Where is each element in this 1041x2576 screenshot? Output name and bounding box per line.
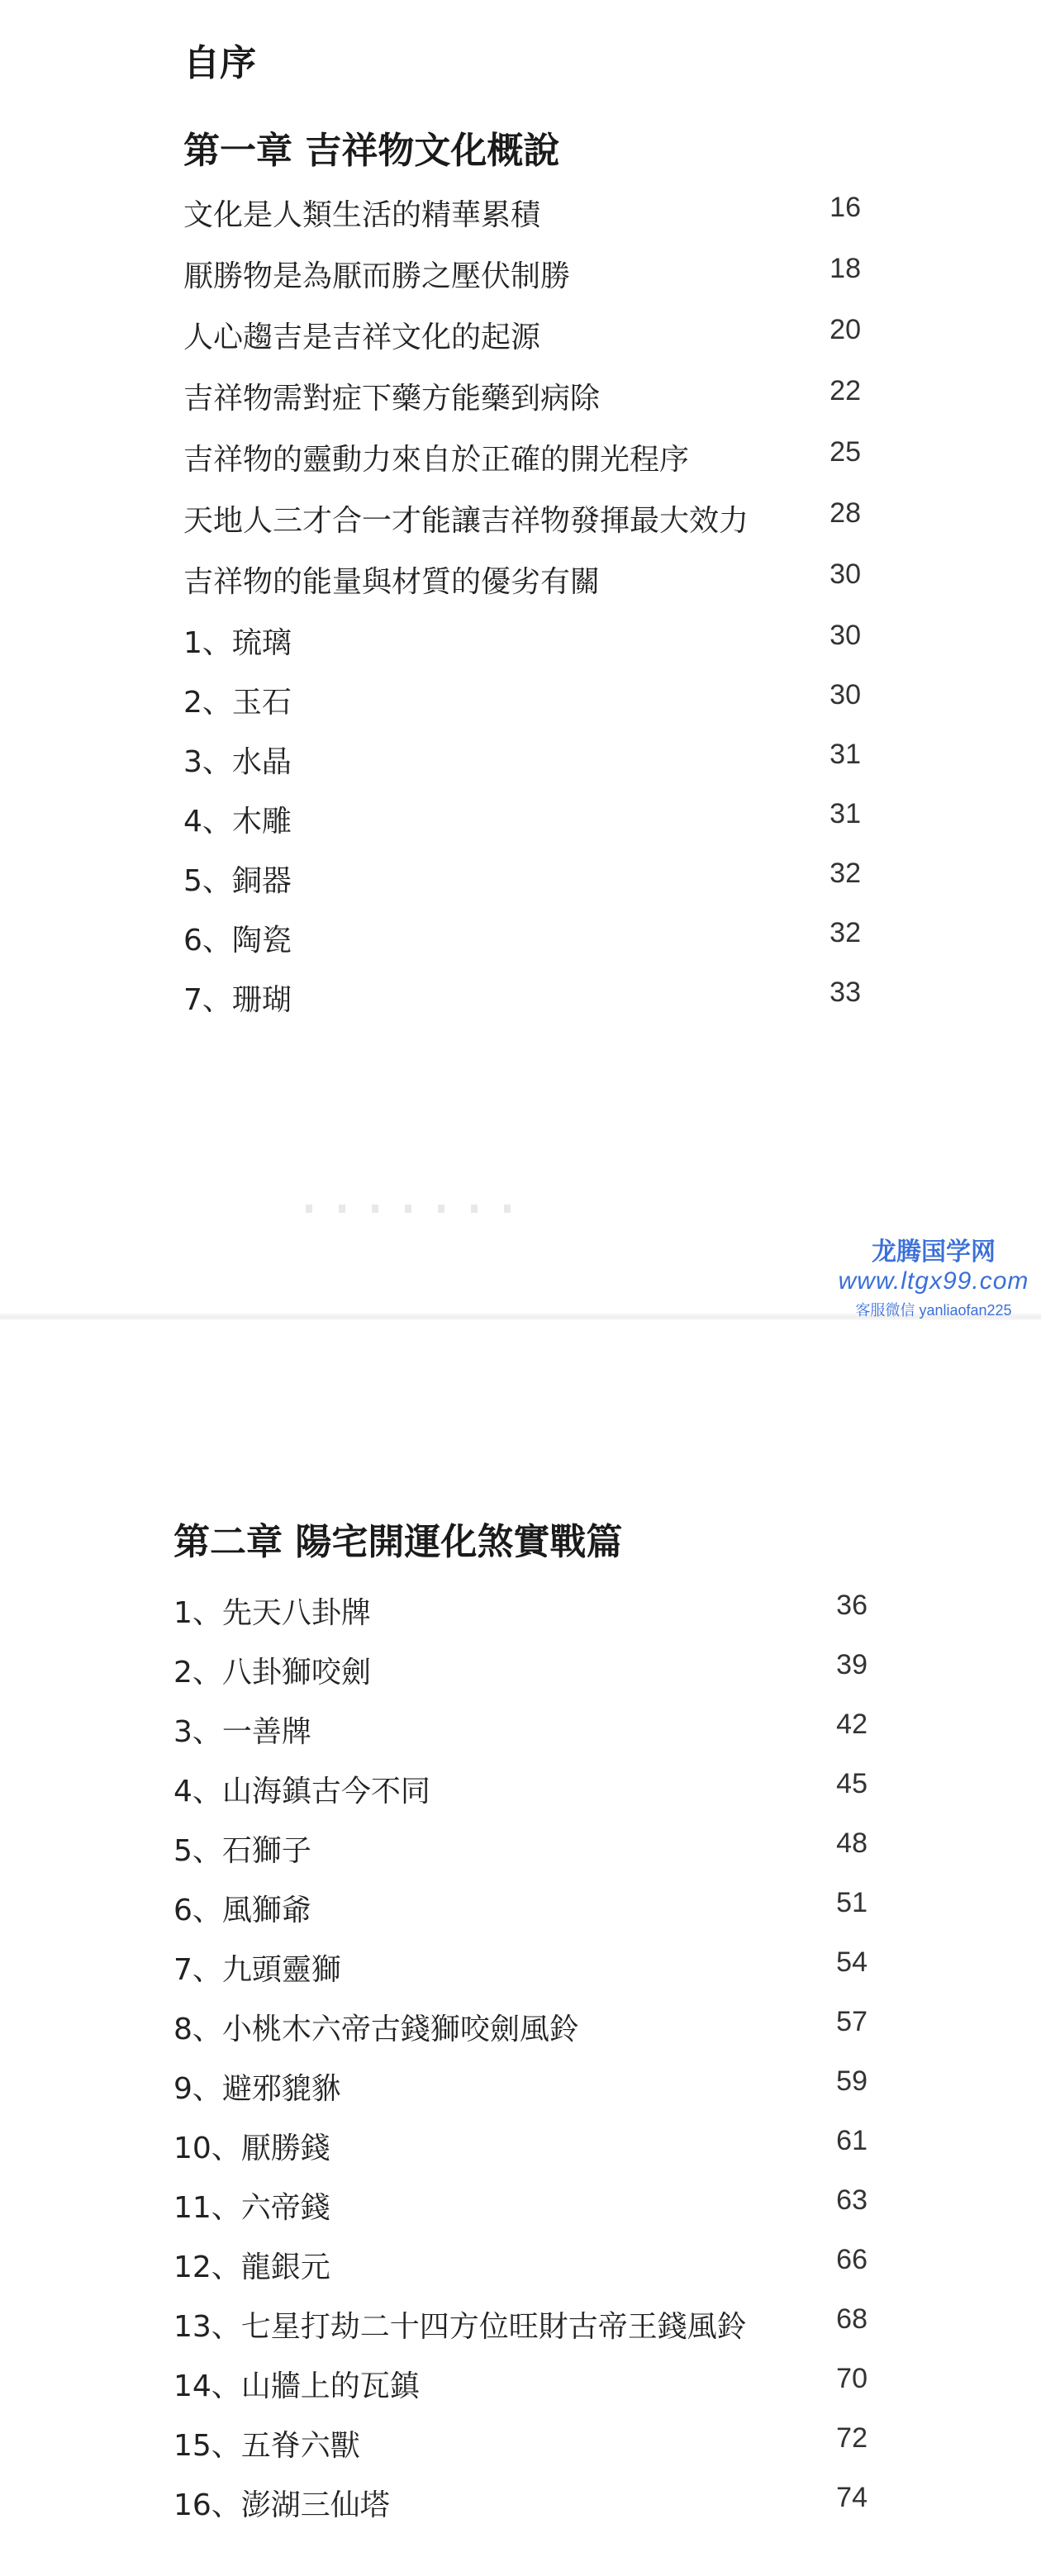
toc-entry-page-number: 18: [829, 253, 861, 284]
toc-entry: [183, 497, 861, 558]
toc-entry: [174, 2363, 868, 2422]
toc-entry-title: 吉祥物需對症下藥方能藥到病除: [183, 382, 601, 416]
watermark-contact: 客服微信 yanliaofan225: [855, 1302, 1012, 1319]
toc-entry-title: 天地人三才合一才能讓吉祥物發揮最大效力: [183, 504, 749, 538]
toc-entry-page-number: 30: [829, 679, 861, 711]
toc-entry: [183, 620, 861, 679]
toc-entry: [174, 1709, 868, 1768]
toc-entry-page-number: 45: [836, 1768, 868, 1799]
toc-entry: [174, 2244, 868, 2303]
toc-entry-page-number: 51: [836, 1887, 868, 1918]
toc-entry-page-number: 16: [829, 192, 861, 223]
toc-entry-page-number: 59: [836, 2065, 868, 2097]
chapter-2-entries: [174, 1590, 868, 2541]
toc-entry-title: 4、木雕: [183, 805, 292, 839]
chapter-1-entries: [183, 192, 861, 1036]
toc-entry-title: 13、七星打劫二十四方位旺財古帝王錢風鈴: [174, 2310, 747, 2344]
scan-artifact: [306, 1205, 537, 1213]
toc-entry-title: 3、水晶: [183, 745, 292, 779]
toc-entry-title: 10、厭勝錢: [174, 2132, 330, 2165]
toc-entry: [174, 1590, 868, 1649]
toc-entry-page-number: 25: [829, 436, 861, 468]
watermark-name: 龙腾国学网: [872, 1238, 996, 1266]
toc-entry: [183, 917, 861, 977]
toc-entry-page-number: 39: [836, 1649, 868, 1680]
toc-entry-title: 1、琉璃: [183, 626, 292, 660]
toc-entry-title: 16、澎湖三仙塔: [174, 2488, 390, 2522]
toc-entry-title: 6、陶瓷: [183, 924, 292, 958]
toc-entry: [174, 2184, 868, 2244]
toc-entry-page-number: 31: [829, 798, 861, 829]
toc-entry: [174, 1649, 868, 1709]
toc-entry-page-number: 66: [836, 2244, 868, 2275]
toc-entry-page-number: 36: [836, 1590, 868, 1621]
toc-entry-page-number: 42: [836, 1709, 868, 1740]
toc-entry: [183, 253, 861, 314]
toc-entry-page-number: 32: [829, 858, 861, 889]
toc-entry-page-number: 48: [836, 1827, 868, 1859]
toc-entry-title: 1、先天八卦牌: [174, 1596, 371, 1630]
toc-entry: [183, 858, 861, 917]
chapter-1-title: 第一章 吉祥物文化概說: [183, 130, 560, 172]
toc-entry: [174, 1887, 868, 1946]
toc-entry: [174, 1946, 868, 2006]
toc-entry-title: 8、小桃木六帝古錢獅咬劍風鈴: [174, 2013, 579, 2046]
toc-entry-title: 5、銅器: [183, 864, 292, 898]
toc-entry-title: 5、石獅子: [174, 1834, 311, 1868]
toc-entry: [183, 558, 861, 620]
toc-entry-page-number: 30: [829, 558, 861, 590]
chapter-2-title: 第二章 陽宅開運化煞實戰篇: [174, 1521, 623, 1563]
toc-page-2: [0, 1320, 1041, 2576]
toc-entry-page-number: 57: [836, 2006, 868, 2037]
toc-entry: [174, 1827, 868, 1887]
toc-entry-title: 12、龍銀元: [174, 2250, 330, 2284]
toc-entry: [183, 739, 861, 798]
toc-entry-title: 2、八卦獅咬劍: [174, 1656, 371, 1690]
toc-entry-title: 7、珊瑚: [183, 983, 292, 1017]
toc-entry-title: 吉祥物的靈動力來自於正確的開光程序: [183, 443, 690, 477]
watermark: [834, 1231, 1033, 1320]
toc-entry: [183, 314, 861, 375]
toc-entry: [183, 977, 861, 1036]
toc-entry: [174, 2482, 868, 2541]
toc-entry-title: 15、五脊六獸: [174, 2429, 360, 2463]
toc-entry-page-number: 68: [836, 2303, 868, 2335]
toc-entry-title: 11、六帝錢: [174, 2191, 330, 2225]
toc-entry-title: 9、避邪貔貅: [174, 2072, 341, 2106]
toc-entry: [183, 192, 861, 253]
toc-entry: [174, 2303, 868, 2363]
toc-entry-title: 6、風獅爺: [174, 1894, 311, 1927]
toc-entry: [183, 679, 861, 739]
toc-entry-title: 3、一善牌: [174, 1715, 311, 1749]
toc-entry-page-number: 72: [836, 2422, 868, 2454]
toc-entry-page-number: 22: [829, 375, 861, 406]
toc-entry: [174, 2065, 868, 2125]
toc-entry-title: 厭勝物是為厭而勝之壓伏制勝: [183, 259, 571, 293]
toc-entry: [174, 1768, 868, 1827]
toc-entry-title: 吉祥物的能量與材質的優劣有關: [183, 565, 601, 599]
toc-entry: [174, 2125, 868, 2184]
toc-entry-title: 2、玉石: [183, 686, 292, 720]
toc-entry: [174, 2006, 868, 2065]
watermark-url: www.ltgx99.com: [838, 1267, 1029, 1295]
toc-entry-title: 14、山牆上的瓦鎮: [174, 2369, 420, 2403]
toc-entry-page-number: 61: [836, 2125, 868, 2156]
toc-entry-page-number: 31: [829, 739, 861, 770]
toc-entry: [183, 436, 861, 497]
toc-entry-page-number: 28: [829, 497, 861, 529]
toc-entry-title: 4、山海鎮古今不同: [174, 1775, 430, 1808]
toc-entry: [183, 798, 861, 858]
toc-entry-page-number: 32: [829, 917, 861, 948]
toc-entry-page-number: 54: [836, 1946, 868, 1978]
toc-entry-title: 人心趨吉是吉祥文化的起源: [183, 321, 541, 354]
toc-entry: [174, 2422, 868, 2482]
toc-entry-title: 7、九頭靈獅: [174, 1953, 341, 1987]
toc-entry: [183, 375, 861, 436]
toc-entry-page-number: 30: [829, 620, 861, 651]
toc-entry-title: 文化是人類生活的精華累積: [183, 198, 541, 232]
toc-entry-page-number: 20: [829, 314, 861, 345]
toc-entry-page-number: 33: [829, 977, 861, 1008]
preface-heading: 自序: [183, 42, 256, 84]
toc-entry-page-number: 70: [836, 2363, 868, 2394]
toc-entry-page-number: 63: [836, 2184, 868, 2216]
toc-entry-page-number: 74: [836, 2482, 868, 2513]
